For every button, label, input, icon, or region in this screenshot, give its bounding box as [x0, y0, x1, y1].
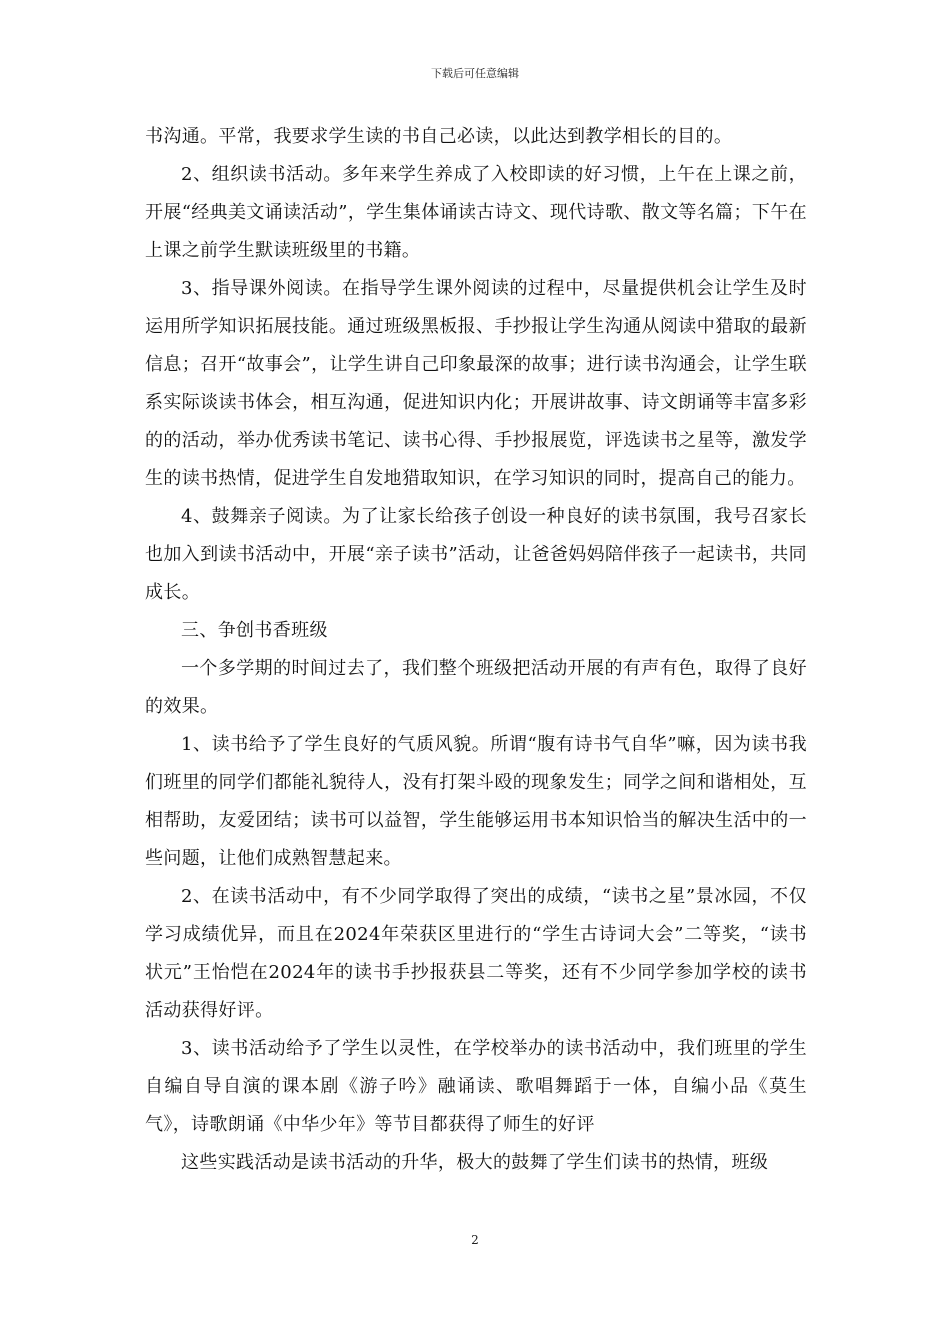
- paragraph-semester-summary: 一个多学期的时间过去了，我们整个班级把活动开展的有声有色，取得了良好的效果。: [145, 658, 807, 717]
- page-number: 2: [471, 1233, 479, 1247]
- paragraph-result-temperament: 1、读书给予了学生良好的气质风貌。所谓“腹有诗书气自华”嘛，因为读书我们班里的同学们都能礼貌待人，没有打架斗殴的现象发生；同学之间和谐相处，互相帮助，友爱团结；读书可以益智，学生能够运用书本知识恰当的解决生活中的一些问题，让他们成熟智慧起来。: [145, 734, 807, 869]
- paragraph-parent-child-reading: 4、鼓舞亲子阅读。为了让家长给孩子创设一种良好的读书氛围，我号召家长也加入到读书活动中，开展“亲子读书”活动，让爸爸妈妈陪伴孩子一起读书，共同成长。: [145, 506, 807, 603]
- paragraph-result-achievements: 2、在读书活动中，有不少同学取得了突出的成绩，“读书之星”景冰园，不仅学习成绩优异，而且在2024年荣获区里进行的“学生古诗词大会”二等奖，“读书状元”王怡恺在2024年的读书手抄报获县二等奖，还有不少同学参加学校的读书活动获得好评。: [145, 886, 807, 1021]
- paragraph-guide-extracurricular-reading: 3、指导课外阅读。在指导学生课外阅读的过程中，尽量提供机会让学生及时运用所学知识拓展技能。通过班级黑板报、手抄报让学生沟通从阅读中猎取的最新信息；召开“故事会”，让学生讲自己印象最深的故事；进行读书沟通会，让学生联系实际谈读书体会，相互沟通，促进知识内化；开展讲故事、诗文朗诵等丰富多彩的的活动，举办优秀读书笔记、读书心得、手抄报展览，评选读书之星等，激发学生的读书热情，促进学生自发地猎取知识，在学习知识的同时，提高自己的能力。: [145, 278, 807, 489]
- paragraph-practice-activities: 这些实践活动是读书活动的升华，极大的鼓舞了学生们读书的热情，班级: [181, 1152, 769, 1173]
- page-header: 下载后可任意编辑: [431, 67, 519, 80]
- section-heading-book-fragrance-class: 三、争创书香班级: [181, 620, 328, 641]
- document-body: [145, 118, 807, 1182]
- paragraph-result-spirituality: 3、读书活动给予了学生以灵性，在学校举办的读书活动中，我们班里的学生自编自导自演的课本剧《游子吟》融诵读、歌唱舞蹈于一体，自编小品《莫生气》，诗歌朗诵《中华少年》等节目都获得了师生的好评: [145, 1038, 807, 1135]
- paragraph-continuation: 书沟通。平常，我要求学生读的书自己必读，以此达到教学相长的目的。: [145, 126, 733, 147]
- paragraph-organize-reading-activities: 2、组织读书活动。多年来学生养成了入校即读的好习惯，上午在上课之前，开展“经典美文诵读活动”，学生集体诵读古诗文、现代诗歌、散文等名篇；下午在上课之前学生默读班级里的书籍。: [145, 164, 807, 261]
